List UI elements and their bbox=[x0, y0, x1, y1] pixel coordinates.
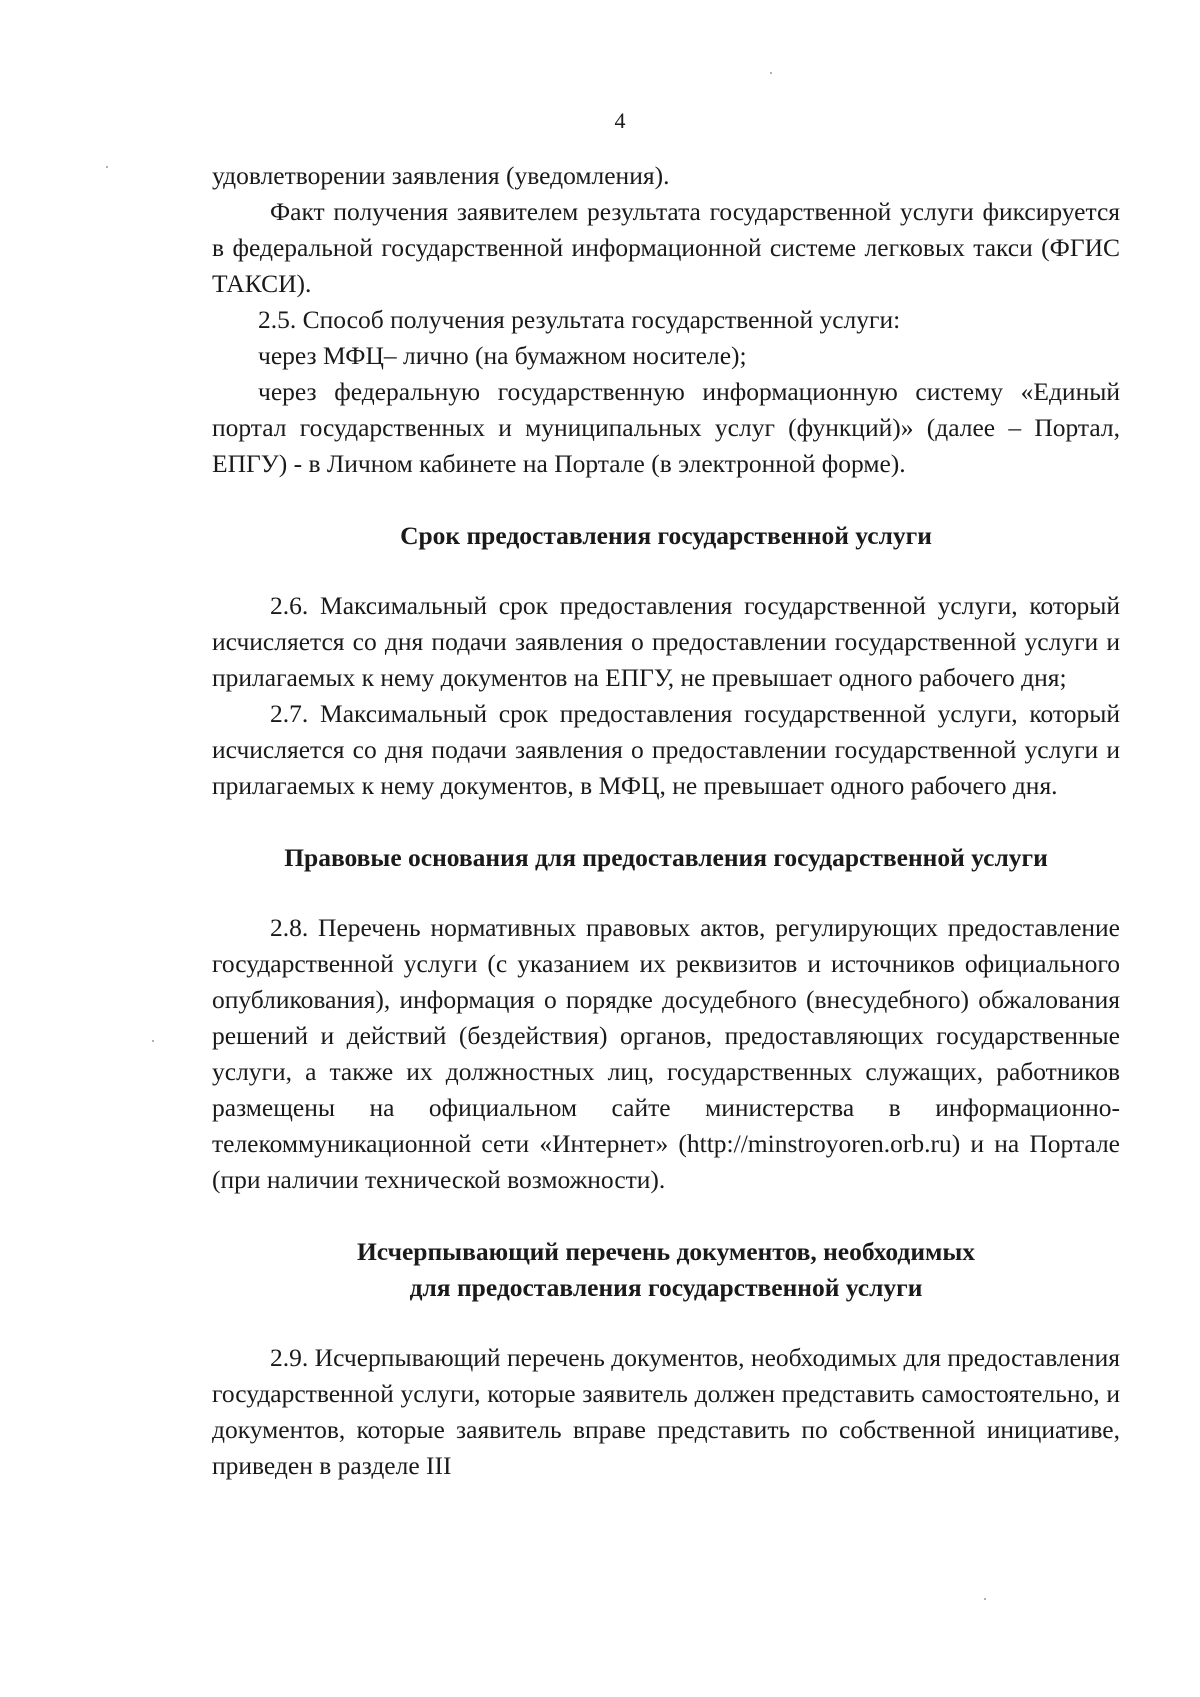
heading-line: Исчерпывающий перечень документов, необходимых bbox=[356, 1237, 976, 1266]
scan-speck bbox=[106, 166, 108, 168]
paragraph-2-8: 2.8. Перечень нормативных правовых актов, регулирующих предоставление государственной услуги (с указанием их реквизитов и источников официального опубликования), информация о порядке досудебного (внесудебного) обжалования решений и действий (бездействия) органов, предоставляющих государственные услуги, а также их должностных лиц, государственных служащих, работников размещены на официальном сайте министерства в информационно-телекоммуникационной сети «Интернет» (http://minstroyoren.orb.ru) и на Портале (при наличии технической возможности). bbox=[212, 913, 1120, 1194]
scan-speck bbox=[152, 1040, 154, 1042]
heading-line: для предоставления государственной услуги bbox=[409, 1273, 923, 1302]
paragraph-fact-result: Факт получения заявителем результата государственной услуги фиксируется в федеральной государственной информационной системе легковых такси (ФГИС ТАКСИ). bbox=[212, 197, 1120, 298]
paragraph-2-5: 2.5. Способ получения результата государственной услуги: bbox=[258, 305, 901, 334]
scan-speck bbox=[770, 72, 772, 74]
page-number: 4 bbox=[614, 108, 626, 133]
heading-line: Срок предоставления государственной услуги bbox=[400, 521, 932, 550]
paragraph-2-5-mfc: через МФЦ– лично (на бумажном носителе); bbox=[258, 341, 747, 370]
document-body bbox=[212, 158, 1120, 1484]
paragraph-continuation: удовлетворении заявления (уведомления). bbox=[212, 161, 670, 190]
scan-speck bbox=[984, 1598, 986, 1600]
section-heading-documents-list bbox=[212, 1234, 1120, 1306]
paragraph-2-7: 2.7. Максимальный срок предоставления государственной услуги, который исчисляется со дня подачи заявления о предоставлении государственной услуги и прилагаемых к нему документов, в МФЦ, не превышает одного рабочего дня. bbox=[212, 699, 1120, 800]
section-heading-term bbox=[212, 518, 1120, 554]
heading-line: Правовые основания для предоставления государственной услуги bbox=[284, 843, 1048, 872]
paragraph-2-6: 2.6. Максимальный срок предоставления государственной услуги, который исчисляется со дня подачи заявления о предоставлении государственной услуги и прилагаемых к нему документов на ЕПГУ, не превышает одного рабочего дня; bbox=[212, 591, 1120, 692]
section-heading-legal-basis bbox=[212, 840, 1120, 876]
paragraph-2-5-portal: через федеральную государственную информационную систему «Единый портал государственных и муниципальных услуг (функций)» (далее – Портал, ЕПГУ) - в Личном кабинете на Портале (в электронной форме). bbox=[212, 377, 1120, 478]
paragraph-2-9: 2.9. Исчерпывающий перечень документов, необходимых для предоставления государственной услуги, которые заявитель должен представить самостоятельно, и документов, которые заявитель вправе представить по собственной инициативе, приведен в разделе III bbox=[212, 1343, 1120, 1480]
